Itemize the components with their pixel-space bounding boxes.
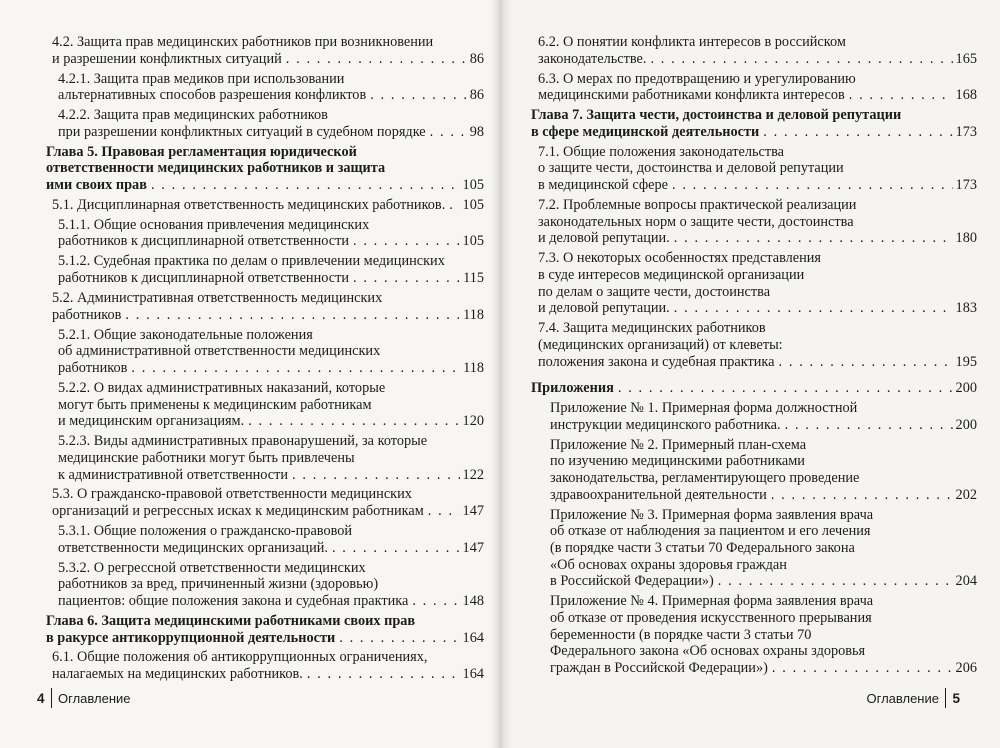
- dot-leader: [849, 87, 953, 104]
- toc-entry: [538, 320, 977, 370]
- toc-page-number: 168: [955, 87, 977, 104]
- toc-entry-line: 5.2. Административная ответственность медицинских: [52, 289, 383, 306]
- toc-page-number: 202: [955, 486, 977, 503]
- toc-page-number: 147: [462, 503, 484, 520]
- toc-entry-line: Федерального закона «Об основах охраны здоровья: [550, 643, 866, 660]
- dot-leader: [370, 87, 467, 104]
- toc-entry-line: 5.1. Дисциплинарная ответственность медицинских работников.: [52, 196, 446, 213]
- toc-entry-line: в суде интересов медицинской организации: [538, 266, 805, 283]
- dot-leader: [785, 417, 953, 434]
- toc-entry-last-line: [550, 660, 977, 677]
- toc-entry-line: 5.2.3. Виды административных правонарушений, за которые: [58, 433, 428, 450]
- toc-entry-line: и разрешении конфликтных ситуаций: [52, 50, 282, 67]
- toc-page-number: 118: [463, 359, 484, 376]
- toc-entry-line: 5.1.2. Судебная практика по делам о привлечении медицинских: [58, 253, 445, 270]
- toc-entry-line: к административной ответственности: [58, 466, 289, 483]
- dot-leader: [672, 177, 953, 194]
- toc-page-number: 183: [955, 300, 977, 317]
- dot-leader: [763, 124, 952, 141]
- toc-entry-last-line: [538, 300, 977, 317]
- toc-entry-line: работников: [52, 306, 122, 323]
- toc-entry-line: работников: [58, 359, 128, 376]
- toc-entry-line: по изучению медицинскими работниками: [550, 453, 805, 470]
- toc-entry-last-line: [531, 124, 977, 141]
- toc-entry-last-line: [46, 630, 484, 647]
- dot-leader: [449, 197, 459, 214]
- toc-entry-line: в ракурсе антикоррупционной деятельности: [46, 629, 336, 646]
- toc-entry-line: 5.3. О гражданско-правовой ответственности медицинских: [52, 486, 412, 503]
- dot-leader: [428, 503, 460, 520]
- dot-leader: [332, 540, 460, 557]
- toc-page-number: 86: [469, 50, 484, 67]
- toc-entry-line: 4.2. Защита прав медицинских работников при возникновении: [52, 34, 434, 50]
- toc-entry-line: в медицинской сфере: [538, 177, 668, 193]
- toc-page-number: 122: [462, 466, 484, 483]
- toc-entry-line: о защите чести, достоинства и деловой репутации: [538, 160, 844, 177]
- toc-entry-last-line: [52, 197, 484, 214]
- toc-page-number: 173: [955, 177, 977, 193]
- toc-entry-line: Приложение № 4. Примерная форма заявления врача: [550, 593, 874, 610]
- toc-entry-line: по делам о защите чести, достоинства: [538, 283, 771, 300]
- toc-entry-line: 5.3.2. О регрессной ответственности медицинских: [58, 559, 366, 576]
- toc-entry-last-line: [538, 354, 977, 371]
- toc-entry-last-line: [58, 124, 484, 141]
- toc-entry-line: Приложение № 3. Примерная форма заявления врача: [550, 506, 874, 523]
- toc-entry: [58, 217, 484, 250]
- dot-leader: [772, 660, 953, 677]
- dot-leader: [771, 487, 953, 504]
- toc-entry: [538, 144, 977, 194]
- toc-entry: [58, 380, 484, 430]
- toc-page-number: 105: [462, 177, 484, 194]
- toc-entry-line: Приложение № 1. Примерная форма должностной: [550, 400, 858, 416]
- toc-entry-line: законодательстве.: [538, 50, 647, 67]
- toc-entry-line: 7.1. Общие положения законодательства: [538, 143, 784, 160]
- toc-entry-line: «Об основах охраны здоровья граждан: [550, 556, 787, 573]
- footer-divider: [945, 688, 947, 708]
- toc-entry: [550, 400, 977, 433]
- toc-entry-line: беременности (в порядке части 3 статьи 70: [550, 626, 812, 643]
- toc-entry-last-line: [58, 87, 484, 104]
- toc-entry: [52, 290, 484, 323]
- toc-entry: [550, 593, 977, 677]
- toc-entry-line: медицинские работники могут быть привлечены: [58, 449, 355, 466]
- toc-page-number: 164: [462, 629, 484, 646]
- toc-entry-line: медицинскими работниками конфликта интересов: [538, 87, 845, 104]
- dot-leader: [430, 124, 467, 141]
- toc-entry-line: Приложение № 2. Примерный план-схема: [550, 436, 807, 453]
- toc-entry-last-line: [58, 593, 484, 610]
- dot-leader: [353, 233, 460, 250]
- toc-entry-line: (в порядке части 3 статьи 70 Федерального закона: [550, 540, 855, 556]
- toc-page-number: 147: [462, 539, 484, 556]
- toc-entry: [538, 71, 977, 104]
- dot-leader: [353, 270, 460, 287]
- toc-entry-last-line: [550, 417, 977, 434]
- toc-entry-last-line: [538, 51, 977, 68]
- toc-page-number: 105: [462, 196, 484, 213]
- toc-page-number: 118: [463, 306, 484, 323]
- dot-leader: [131, 360, 460, 377]
- toc-entry: [58, 433, 484, 483]
- toc-entry-line: налагаемых на медицинских работников.: [52, 666, 303, 683]
- toc-page-number: 98: [469, 123, 484, 140]
- toc-entry-line: Глава 5. Правовая регламентация юридической: [46, 143, 357, 160]
- toc-page-number: 204: [955, 573, 977, 590]
- toc-entry: [52, 486, 484, 519]
- toc-entry-last-line: [58, 233, 484, 250]
- toc-entry-line: 5.1.1. Общие основания привлечения медицинских: [58, 216, 370, 233]
- toc-entry-line: положения закона и судебная практика: [538, 353, 775, 370]
- left-page-footer: [37, 688, 131, 708]
- toc-entry: [52, 649, 484, 682]
- toc-entry-last-line: [538, 230, 977, 247]
- dot-leader: [151, 177, 460, 194]
- toc-entry-line: и медицинским организациям.: [58, 413, 245, 430]
- right-page-footer: [867, 688, 961, 708]
- toc-entry-line: альтернативных способов разрешения конфликтов: [58, 87, 367, 104]
- toc-page-number: 164: [462, 666, 484, 683]
- toc-entry-line: об административной ответственности медицинских: [58, 343, 381, 360]
- toc-entry: [538, 250, 977, 317]
- toc-right: [531, 34, 977, 680]
- toc-page-number: 200: [955, 416, 977, 433]
- toc-entry-last-line: [52, 307, 484, 324]
- toc-entry-last-line: [58, 413, 484, 430]
- toc-entry-line: работников к дисциплинарной ответственности: [58, 270, 349, 287]
- toc-entry-last-line: [58, 270, 484, 287]
- toc-chapter-entry: [531, 380, 977, 397]
- dot-leader: [674, 230, 953, 247]
- toc-entry-line: работников к дисциплинарной ответственности: [58, 233, 349, 250]
- toc-entry-last-line: [550, 487, 977, 504]
- dot-leader: [779, 354, 953, 371]
- dot-leader: [307, 666, 460, 683]
- toc-entry-line: 6.2. О понятии конфликта интересов в российском: [538, 34, 846, 50]
- toc-entry-line: ими своих прав: [46, 177, 147, 194]
- toc-entry: [550, 507, 977, 591]
- toc-chapter-entry: [46, 144, 484, 194]
- toc-entry: [538, 197, 977, 247]
- toc-entry-line: в сфере медицинской деятельности: [531, 123, 760, 140]
- toc-entry: [52, 197, 484, 214]
- toc-entry-line: 4.2.2. Защита прав медицинских работников: [58, 107, 328, 124]
- toc-entry-line: пациентов: общие положения закона и судебная практика: [58, 593, 409, 610]
- toc-entry-last-line: [58, 360, 484, 377]
- toc-entry-line: и деловой репутации.: [538, 230, 670, 247]
- toc-page-number: 180: [955, 230, 977, 247]
- dot-leader: [412, 593, 459, 610]
- toc-entry-line: об отказе от наблюдения за пациентом и его лечения: [550, 523, 871, 540]
- toc-entry-line: законодательных норм о защите чести, достоинства: [538, 213, 854, 230]
- toc-entry: [58, 71, 484, 104]
- toc-entry-line: 7.4. Защита медицинских работников: [538, 320, 766, 337]
- page-number: 4: [37, 690, 45, 706]
- dot-leader: [650, 51, 952, 68]
- toc-entry-last-line: [538, 87, 977, 104]
- toc-entry-line: 7.3. О некоторых особенностях представления: [538, 250, 821, 267]
- toc-left: [46, 34, 484, 686]
- toc-entry-line: Глава 6. Защита медицинскими работниками своих прав: [46, 612, 416, 629]
- toc-entry-last-line: [52, 666, 484, 683]
- dot-leader: [248, 413, 459, 430]
- dot-leader: [286, 51, 467, 68]
- toc-entry-last-line: [58, 540, 484, 557]
- toc-entry-line: и деловой репутации.: [538, 300, 670, 317]
- toc-page-number: 105: [462, 233, 484, 250]
- toc-entry-line: в Российской Федерации»): [550, 573, 714, 590]
- toc-chapter-entry: [531, 107, 977, 140]
- toc-entry-line: инструкции медицинского работника.: [550, 416, 781, 433]
- toc-entry-line: ответственности медицинских организаций.: [58, 539, 328, 556]
- dot-leader: [618, 380, 953, 397]
- toc-page-number: 206: [955, 660, 977, 677]
- toc-entry-line: работников за вред, причиненный жизни (здоровью): [58, 576, 379, 593]
- toc-entry: [58, 253, 484, 286]
- toc-page-number: 115: [463, 270, 484, 287]
- toc-entry-line: законодательства, регламентирующего проведение: [550, 470, 860, 486]
- toc-page-number: 173: [955, 123, 977, 140]
- toc-entry-last-line: [538, 177, 977, 194]
- toc-entry-line: 5.2.1. Общие законодательные положения: [58, 326, 313, 343]
- dot-leader: [718, 573, 953, 590]
- running-title: Оглавление: [866, 690, 939, 706]
- toc-entry-line: здравоохранительной деятельности: [550, 486, 767, 503]
- footer-divider: [51, 688, 53, 708]
- toc-entry-line: 5.2.2. О видах административных наказаний, которые: [58, 379, 386, 396]
- toc-entry-last-line: [58, 467, 484, 484]
- toc-entry-line: Приложения: [531, 380, 614, 397]
- page-number: 5: [952, 690, 960, 706]
- toc-page-number: 86: [469, 87, 484, 104]
- toc-entry-line: граждан в Российской Федерации»): [550, 660, 768, 677]
- toc-page-number: 195: [955, 353, 977, 370]
- toc-entry-line: при разрешении конфликтных ситуаций в судебном порядке: [58, 123, 426, 140]
- toc-entry-line: 6.3. О мерах по предотвращению и урегулированию: [538, 70, 856, 87]
- right-page: [502, 0, 1000, 748]
- book-gutter-shadow: [490, 0, 512, 748]
- toc-entry-last-line: [46, 177, 484, 194]
- dot-leader: [674, 300, 953, 317]
- toc-entry-line: организаций и регрессных исках к медицинским работникам: [52, 503, 424, 520]
- toc-entry: [58, 523, 484, 556]
- toc-entry-line: могут быть применены к медицинским работникам: [58, 396, 372, 413]
- toc-entry-last-line: [531, 380, 977, 397]
- toc-chapter-entry: [46, 613, 484, 646]
- toc-entry-line: 5.3.1. Общие положения о гражданско-правовой: [58, 523, 353, 540]
- running-title: Оглавление: [58, 690, 131, 706]
- toc-entry-line: Глава 7. Защита чести, достоинства и деловой репутации: [531, 107, 902, 124]
- toc-entry: [52, 34, 484, 67]
- toc-entry: [58, 107, 484, 140]
- toc-entry-last-line: [550, 573, 977, 590]
- toc-page-number: 165: [955, 50, 977, 67]
- toc-entry-last-line: [52, 51, 484, 68]
- toc-entry-last-line: [52, 503, 484, 520]
- left-page: [0, 0, 498, 748]
- toc-entry: [538, 34, 977, 67]
- toc-entry: [58, 560, 484, 610]
- toc-entry-line: об отказе от проведения искусственного прерывания: [550, 610, 872, 626]
- toc-entry-line: 4.2.1. Защита прав медиков при использовании: [58, 70, 345, 87]
- dot-leader: [125, 307, 460, 324]
- toc-entry-line: ответственности медицинских работников и защита: [46, 160, 386, 177]
- toc-page-number: 120: [462, 413, 484, 430]
- dot-leader: [339, 630, 459, 647]
- toc-page-number: 200: [955, 380, 977, 397]
- dot-leader: [292, 467, 460, 484]
- toc-page-number: 148: [462, 593, 484, 610]
- toc-entry: [58, 327, 484, 377]
- toc-entry-line: 7.2. Проблемные вопросы практической реализации: [538, 196, 857, 213]
- toc-entry-line: (медицинских организаций) от клеветы:: [538, 336, 783, 353]
- toc-entry: [550, 437, 977, 504]
- toc-entry-line: 6.1. Общие положения об антикоррупционных ограничениях,: [52, 649, 428, 666]
